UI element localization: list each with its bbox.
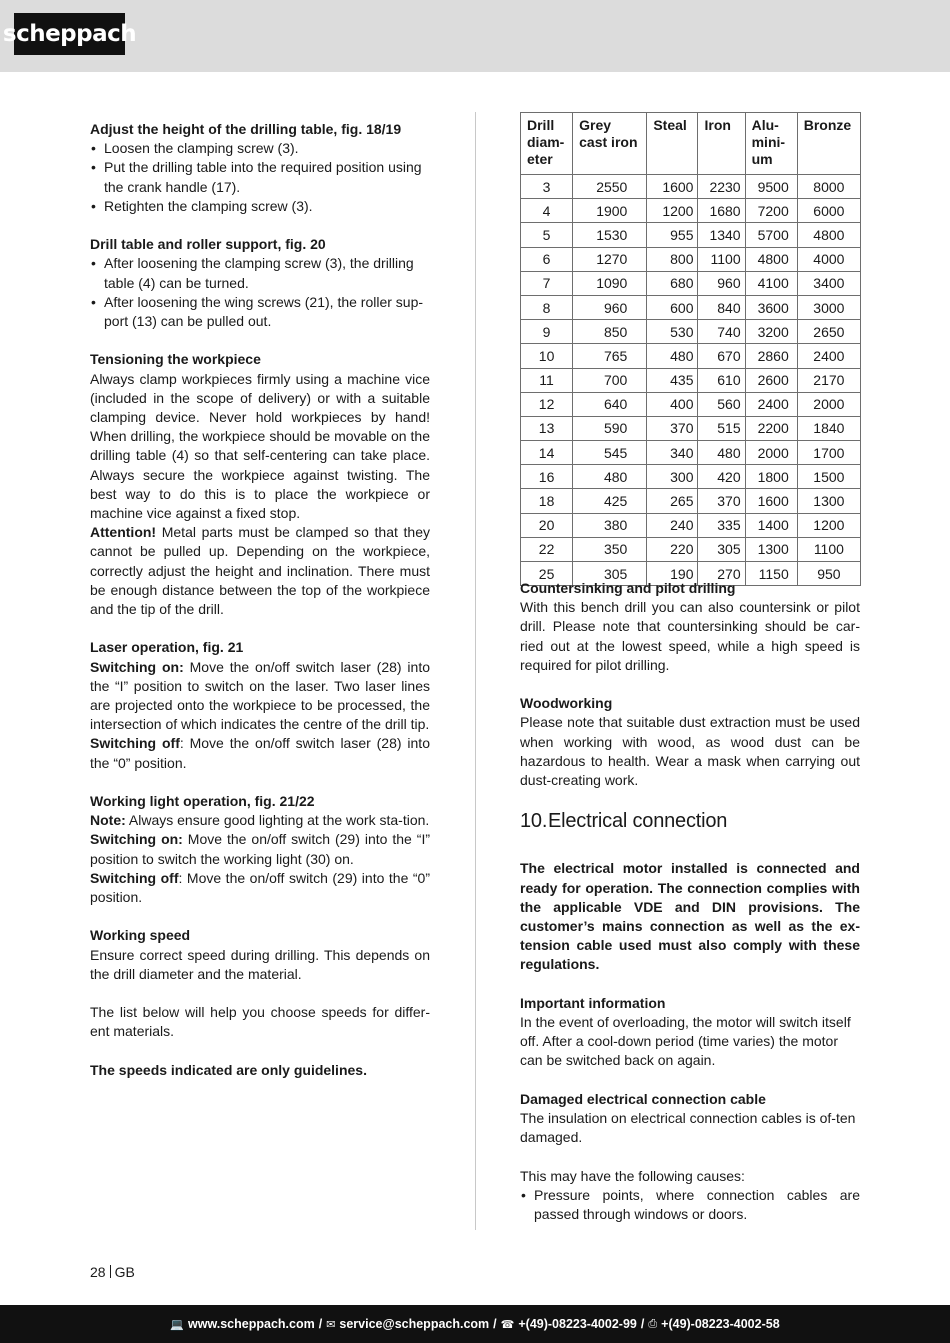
table-cell: 190: [647, 562, 698, 586]
table-cell: 5: [521, 223, 573, 247]
paragraph: [90, 869, 430, 907]
table-cell: 11: [521, 368, 573, 392]
table-cell: 425: [573, 489, 647, 513]
table-cell: 265: [647, 489, 698, 513]
table-cell: 400: [647, 392, 698, 416]
scheppach-logo: scheppach: [14, 13, 125, 55]
section-title: Adjust the height of the drilling table, fig. 18/19: [90, 121, 402, 137]
table-cell: 8000: [797, 175, 860, 199]
table-cell: 480: [647, 344, 698, 368]
table-cell: 4000: [797, 247, 860, 271]
table-cell: 10: [521, 344, 573, 368]
table-cell: 1600: [745, 489, 797, 513]
table-cell: 2650: [797, 320, 860, 344]
bullet-list: [90, 254, 430, 331]
table-cell: 14: [521, 441, 573, 465]
table-cell: 420: [698, 465, 745, 489]
table-cell: 840: [698, 295, 745, 319]
guideline-note: The speeds indicated are only guidelines.: [90, 1061, 367, 1078]
table-cell: 13: [521, 416, 573, 440]
switching-on-text: Move the on/off switch (29) into the “I” position to switch the working light (30) on.: [90, 831, 431, 867]
table-cell: 1680: [698, 199, 745, 223]
page-number: [90, 1264, 135, 1280]
phone-number: +(49)-08223-4002-99: [518, 1317, 637, 1331]
attention-label: Attention!: [90, 524, 157, 541]
table-cell: 1700: [797, 441, 860, 465]
table-cell: 2230: [698, 175, 745, 199]
section-title: Working light operation, fig. 21/22: [90, 793, 315, 810]
table-cell: 3: [521, 175, 573, 199]
section-tensioning-workpiece: [90, 350, 430, 619]
chapter-heading: [520, 809, 860, 833]
table-cell: 1100: [797, 537, 860, 561]
table-cell: 4800: [797, 223, 860, 247]
table-cell: 1270: [573, 247, 647, 271]
paragraph: The insulation on electrical connection cables is of-ten damaged.: [520, 1110, 856, 1146]
paragraph: With this bench drill you can also countersink or pilot drill. Please note that countersinking should be car-ried out at the lowest speed, while a high speed is required for pilot drilling.: [520, 599, 860, 673]
switching-on-label: Switching on:: [90, 658, 184, 675]
note-label: Note:: [90, 812, 126, 829]
table-cell: 1900: [573, 199, 647, 223]
switching-on-text: Move the on/off switch laser (28) into the “I” position to switch on the laser. Two laser lines are projected onto the workpiece to be processed, the intersection of which indicates the centre of the drill tip.: [90, 658, 430, 733]
drilling-speed-table: [520, 112, 861, 586]
table-cell: 435: [647, 368, 698, 392]
table-row: [521, 465, 861, 489]
table-header-row: [521, 113, 861, 175]
envelope-icon: ✉: [326, 1318, 336, 1331]
table-cell: 7: [521, 271, 573, 295]
paragraph: Ensure correct speed during drilling. This depends on the drill diameter and the material.: [90, 946, 430, 982]
paragraph: [90, 523, 430, 619]
paragraph: [90, 811, 430, 830]
table-row: [521, 416, 861, 440]
table-cell: 305: [698, 537, 745, 561]
table-cell: 1150: [745, 562, 797, 586]
computer-icon: 💻: [170, 1318, 185, 1331]
table-cell: 240: [647, 513, 698, 537]
table-cell: 12: [521, 392, 573, 416]
table-row: [521, 392, 861, 416]
table-cell: 600: [647, 295, 698, 319]
table-cell: 4800: [745, 247, 797, 271]
bullet-list: [90, 139, 430, 216]
table-cell: 1300: [745, 537, 797, 561]
table-cell: 8: [521, 295, 573, 319]
section-countersinking: [520, 579, 860, 675]
list-item: • After loosening the wing screws (21), the roller sup-port (13) can be pulled out.: [90, 293, 430, 331]
table-row: [521, 295, 861, 319]
table-cell: 18: [521, 489, 573, 513]
table-cell: 9500: [745, 175, 797, 199]
table-cell: 25: [521, 562, 573, 586]
attention-text: Metal parts must be clamped so that they cannot be pulled up. Depending on the workpiece, correctly adjust the height and inclination. There must be enough distance between the top of the workpiece and the tip of the drill.: [90, 524, 430, 618]
table-cell: 1600: [647, 175, 698, 199]
table-cell: 955: [647, 223, 698, 247]
section-causes: [520, 1167, 860, 1225]
note-text: Always ensure good lighting at the work sta-tion.: [125, 812, 430, 829]
switching-on-label: Switching on:: [90, 831, 183, 848]
table-cell: 1300: [797, 489, 860, 513]
header-steal: Steal: [647, 113, 698, 175]
table-cell: 800: [647, 247, 698, 271]
header-drill-diameter: Drill diam-eter: [521, 113, 573, 175]
section-title: Damaged electrical connection cable: [520, 1090, 766, 1107]
table-cell: 370: [647, 416, 698, 440]
table-cell: 4100: [745, 271, 797, 295]
table-cell: 3400: [797, 271, 860, 295]
section-drilling-table-height: [90, 120, 430, 216]
section-title: Working speed: [90, 927, 191, 944]
table-row: [521, 344, 861, 368]
switching-off-text: : Move the on/off switch (29) into the “0” position.: [90, 869, 430, 906]
footer-contact-bar: [0, 1305, 950, 1343]
table-cell: 1090: [573, 271, 647, 295]
table-cell: 2400: [797, 344, 860, 368]
table-cell: 3600: [745, 295, 797, 319]
switching-off-label: Switching off: [90, 869, 179, 886]
table-row: [521, 489, 861, 513]
table-row: [521, 441, 861, 465]
section-title: Laser operation, fig. 21: [90, 639, 244, 656]
table-cell: 2550: [573, 175, 647, 199]
table-cell: 6000: [797, 199, 860, 223]
email-link[interactable]: service@scheppach.com: [339, 1317, 490, 1331]
footer-separator: /: [493, 1317, 497, 1331]
table-cell: 515: [698, 416, 745, 440]
paragraph: In the event of overloading, the motor will switch itself off. After a cool-down period (time varies) the motor can be switched back on again.: [520, 1014, 851, 1069]
table-cell: 680: [647, 271, 698, 295]
column-divider: [475, 112, 476, 1230]
chapter-number: 10.: [520, 810, 548, 833]
table-cell: 1530: [573, 223, 647, 247]
paragraph: [90, 658, 430, 735]
language-code: GB: [114, 1264, 135, 1280]
section-working-speed: [90, 926, 430, 984]
chapter-title: Electrical connection: [548, 810, 728, 833]
section-title: Woodworking: [520, 695, 613, 712]
paragraph: Please note that suitable dust extraction must be used when working with wood, as wood dust can be hazardous to health. Wear a mask when carrying out dust-creating work.: [520, 714, 860, 789]
table-cell: 2170: [797, 368, 860, 392]
table-cell: 9: [521, 320, 573, 344]
table-cell: 7200: [745, 199, 797, 223]
table-cell: 740: [698, 320, 745, 344]
footer-separator: /: [318, 1317, 323, 1331]
list-item: • Pressure points, where connection cables are passed through windows or doors.: [520, 1186, 860, 1224]
page-number-value: 28: [90, 1264, 106, 1280]
table-cell: 530: [647, 320, 698, 344]
list-item: • After loosening the clamping screw (3), the drilling table (4) can be turned.: [90, 254, 430, 292]
table-cell: 480: [573, 465, 647, 489]
table-cell: 1500: [797, 465, 860, 489]
fax-number: +(49)-08223-4002-58: [661, 1317, 780, 1331]
table-cell: 960: [573, 295, 647, 319]
paragraph: [90, 734, 430, 772]
switching-off-label: Switching off: [90, 735, 180, 752]
section-damaged-cable: [520, 1090, 860, 1148]
table-row: [521, 247, 861, 271]
table-cell: 560: [698, 392, 745, 416]
table-cell: 22: [521, 537, 573, 561]
table-row: [521, 223, 861, 247]
table-cell: 545: [573, 441, 647, 465]
table-cell: 350: [573, 537, 647, 561]
left-column: [90, 120, 430, 1099]
section-working-light: [90, 792, 430, 907]
table-cell: 3000: [797, 295, 860, 319]
table-cell: 670: [698, 344, 745, 368]
table-cell: 270: [698, 562, 745, 586]
table-cell: 300: [647, 465, 698, 489]
bullet-list: [520, 1186, 860, 1224]
section-title: Countersinking and pilot drilling: [520, 580, 736, 596]
table-cell: 1400: [745, 513, 797, 537]
header-iron: Iron: [698, 113, 745, 175]
table-row: [521, 513, 861, 537]
table-cell: 4: [521, 199, 573, 223]
table-cell: 850: [573, 320, 647, 344]
table-row: [521, 199, 861, 223]
section-title: Tensioning the workpiece: [90, 351, 261, 368]
header-aluminium: Alu-mini-um: [745, 113, 797, 175]
table-cell: 305: [573, 562, 647, 586]
paragraph: The list below will help you choose speeds for differ-ent materials.: [90, 1004, 430, 1040]
table-cell: 20: [521, 513, 573, 537]
header-bronze: Bronze: [797, 113, 860, 175]
table-cell: 220: [647, 537, 698, 561]
table-cell: 5700: [745, 223, 797, 247]
page-separator: [110, 1265, 111, 1278]
table-cell: 1800: [745, 465, 797, 489]
table-cell: 335: [698, 513, 745, 537]
table-cell: 1340: [698, 223, 745, 247]
section-drill-table-roller-support: [90, 235, 430, 331]
table-cell: 1100: [698, 247, 745, 271]
table-cell: 340: [647, 441, 698, 465]
table-cell: 6: [521, 247, 573, 271]
paragraph: This may have the following causes:: [520, 1167, 745, 1184]
switching-off-text: : Move the on/off switch laser (28) into the “0” position.: [90, 735, 430, 771]
table-cell: 2000: [797, 392, 860, 416]
table-cell: 700: [573, 368, 647, 392]
table-cell: 2860: [745, 344, 797, 368]
header-band: [0, 0, 950, 72]
list-item: • Put the drilling table into the required position using the crank handle (17).: [90, 158, 430, 196]
section-woodworking: [520, 694, 860, 790]
table-cell: 960: [698, 271, 745, 295]
website-link[interactable]: www.scheppach.com: [188, 1317, 315, 1331]
table-cell: 765: [573, 344, 647, 368]
paragraph: Always clamp workpieces firmly using a machine vice (included in the scope of delivery) or with a suitable clamping device. Never hold workpieces by hand! When drilling, the workpiece should be movable on the drilling table (4) so that self-centering can take place. Always secure the workpiece against twisting. The best way to do this is to place the workpiece or machine vice against a fixed stop.: [90, 370, 430, 522]
table-cell: 370: [698, 489, 745, 513]
table-cell: 16: [521, 465, 573, 489]
paragraph: [90, 830, 430, 868]
table-cell: 3200: [745, 320, 797, 344]
table-row: [521, 271, 861, 295]
table-row: [521, 368, 861, 392]
right-column: [520, 579, 860, 1243]
header-grey-cast-iron: Grey cast iron: [573, 113, 647, 175]
table-cell: 1200: [797, 513, 860, 537]
fax-icon: ⎙: [648, 1317, 658, 1330]
electrical-intro: The electrical motor installed is connected and ready for operation. The connection complies with the applicable VDE and DIN provisions. The customer’s mains connection as well as the ex-tension cable used must also comply with these regulations.: [520, 860, 860, 973]
list-item: • Loosen the clamping screw (3).: [90, 139, 430, 158]
table-cell: 380: [573, 513, 647, 537]
table-cell: 2400: [745, 392, 797, 416]
table-row: [521, 320, 861, 344]
table-cell: 480: [698, 441, 745, 465]
section-important-information: [520, 994, 860, 1071]
telephone-icon: ☎: [500, 1318, 515, 1331]
table-cell: 2000: [745, 441, 797, 465]
table-row: [521, 175, 861, 199]
table-cell: 2600: [745, 368, 797, 392]
table-cell: 610: [698, 368, 745, 392]
table-cell: 1840: [797, 416, 860, 440]
table-cell: 590: [573, 416, 647, 440]
table-row: [521, 537, 861, 561]
list-item: • Retighten the clamping screw (3).: [90, 197, 430, 216]
footer-separator: /: [640, 1317, 645, 1331]
section-laser-operation: [90, 638, 430, 772]
table-cell: 640: [573, 392, 647, 416]
table-cell: 950: [797, 562, 860, 586]
section-title: Drill table and roller support, fig. 20: [90, 236, 326, 253]
section-title: Important information: [520, 994, 666, 1011]
table-body: [521, 175, 861, 586]
table-cell: 2200: [745, 416, 797, 440]
table-cell: 1200: [647, 199, 698, 223]
